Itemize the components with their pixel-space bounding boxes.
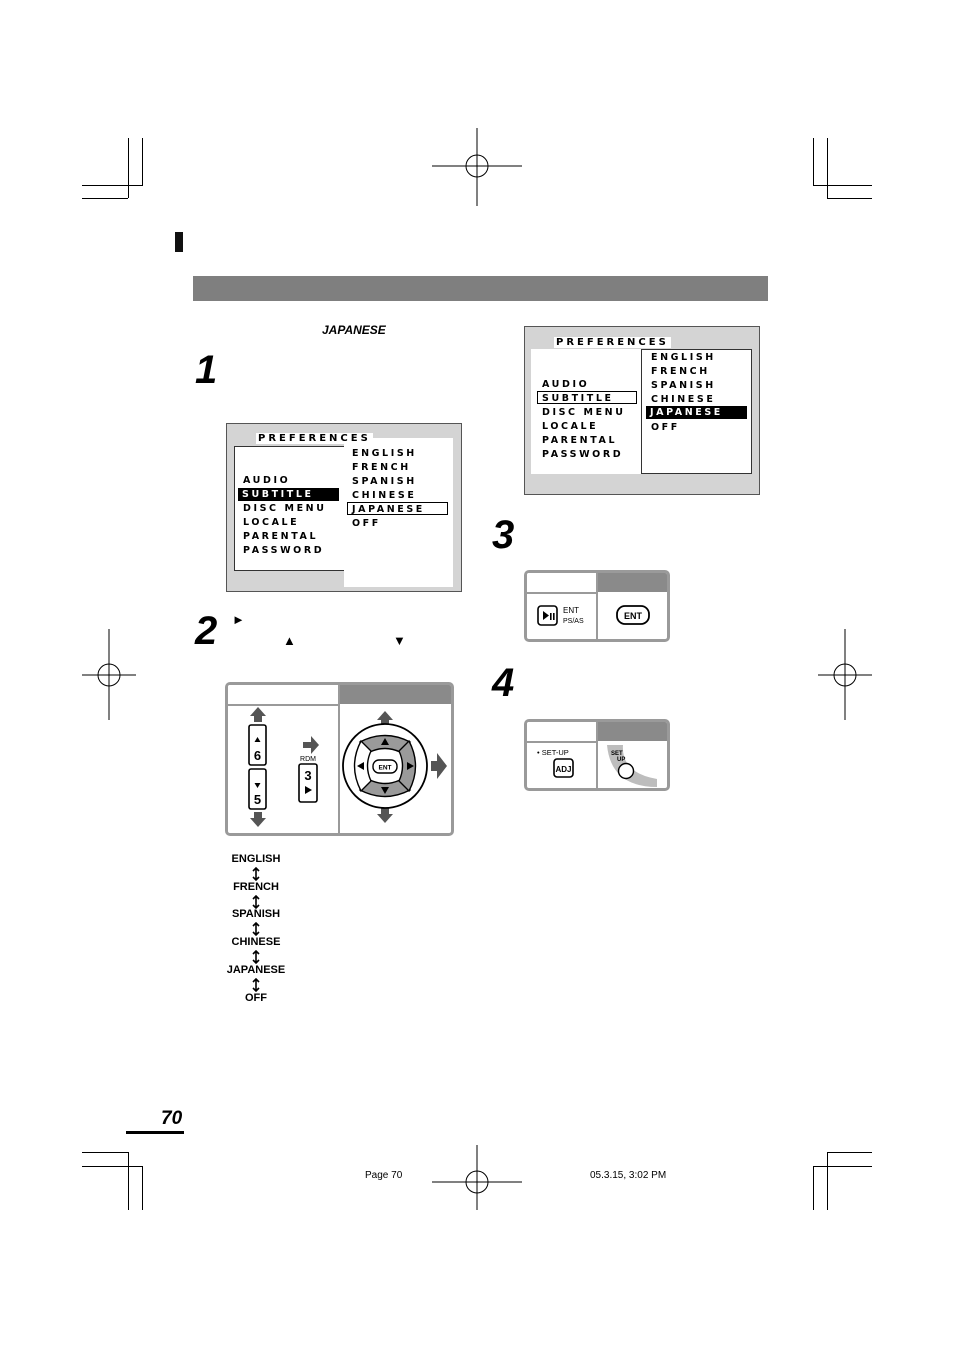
up-arrow-symbol: ▲ bbox=[283, 633, 296, 648]
osd-title: PREFERENCES bbox=[556, 337, 669, 348]
key-5-label: 5 bbox=[253, 792, 262, 807]
osd-category-locale[interactable]: LOCALE bbox=[243, 517, 300, 528]
osd-option-english[interactable]: ENGLISH bbox=[352, 448, 417, 459]
setup-button[interactable] bbox=[619, 764, 634, 779]
setup-button-label-bottom: UP bbox=[617, 757, 626, 763]
page-number-rule bbox=[126, 1131, 184, 1134]
osd-category-parental[interactable]: PARENTAL bbox=[243, 531, 319, 542]
remote-header-left bbox=[527, 722, 597, 743]
cycle-japanese: JAPANESE bbox=[226, 964, 286, 976]
osd-category-audio[interactable]: AUDIO bbox=[243, 475, 291, 486]
section-header-bar bbox=[193, 276, 768, 301]
osd-category-password[interactable]: PASSWORD bbox=[243, 545, 325, 556]
osd-option-japanese[interactable]: JAPANESE bbox=[347, 502, 448, 515]
cycle-french: FRENCH bbox=[233, 881, 279, 893]
cycle-chinese: CHINESE bbox=[231, 936, 281, 948]
osd-category-locale[interactable]: LOCALE bbox=[542, 421, 599, 432]
rdm-label: RDM bbox=[300, 756, 316, 763]
section-marker bbox=[175, 232, 183, 252]
setup-key-label: • SET-UP bbox=[537, 748, 569, 757]
remote-header-right bbox=[340, 685, 451, 704]
osd-screen-step2-result bbox=[524, 326, 760, 495]
osd-screen-step1 bbox=[226, 423, 462, 592]
osd-option-chinese[interactable]: CHINESE bbox=[352, 490, 417, 501]
remote-header-right bbox=[597, 573, 667, 592]
remote-header-left bbox=[527, 573, 597, 594]
step-3-number: 3 bbox=[492, 513, 515, 557]
osd-title: PREFERENCES bbox=[258, 433, 371, 444]
osd-option-off[interactable]: OFF bbox=[352, 518, 381, 529]
key-6-label: 6 bbox=[253, 748, 262, 763]
step3-keys bbox=[535, 600, 655, 634]
osd-option-french[interactable]: FRENCH bbox=[352, 462, 411, 473]
down-arrow-symbol: ▼ bbox=[393, 633, 406, 648]
footer-page-label: Page 70 bbox=[365, 1170, 403, 1181]
osd-category-subtitle[interactable]: SUBTITLE bbox=[238, 488, 339, 501]
step-1-number: 1 bbox=[195, 348, 218, 392]
osd-option-english[interactable]: ENGLISH bbox=[651, 352, 716, 363]
remote-header-left bbox=[228, 685, 338, 706]
osd-category-disc-menu[interactable]: DISC MENU bbox=[542, 407, 626, 418]
cycle-english: ENGLISH bbox=[231, 853, 281, 865]
step-4-number: 4 bbox=[492, 661, 515, 705]
remote-keys-step2 bbox=[240, 705, 450, 829]
osd-category-parental[interactable]: PARENTAL bbox=[542, 435, 618, 446]
footer-timestamp: 05.3.15, 3:02 PM bbox=[590, 1170, 667, 1181]
cycle-arrow-icon bbox=[247, 895, 265, 909]
dpad-ent-label: ENT bbox=[378, 764, 392, 772]
ent-key-label: ENT bbox=[563, 606, 579, 615]
step-2-number: 2 bbox=[195, 609, 218, 653]
key-3-label: 3 bbox=[304, 768, 312, 783]
osd-option-japanese[interactable]: JAPANESE bbox=[646, 406, 747, 419]
osd-category-audio[interactable]: AUDIO bbox=[542, 379, 590, 390]
adj-key-label: ADJ bbox=[555, 765, 572, 774]
osd-option-off[interactable]: OFF bbox=[651, 422, 680, 433]
step4-keys bbox=[535, 743, 659, 787]
osd-option-chinese[interactable]: CHINESE bbox=[651, 394, 716, 405]
osd-option-french[interactable]: FRENCH bbox=[651, 366, 710, 377]
right-arrow-symbol: ► bbox=[232, 612, 245, 627]
page-number: 70 bbox=[161, 1108, 183, 1129]
osd-category-disc-menu[interactable]: DISC MENU bbox=[243, 503, 327, 514]
osd-category-subtitle[interactable]: SUBTITLE bbox=[537, 391, 637, 404]
osd-option-spanish[interactable]: SPANISH bbox=[651, 380, 716, 391]
remote-header-right bbox=[597, 722, 667, 741]
osd-option-spanish[interactable]: SPANISH bbox=[352, 476, 417, 487]
cycle-arrow-icon bbox=[247, 867, 265, 881]
cycle-spanish: SPANISH bbox=[231, 908, 281, 920]
cycle-arrow-icon bbox=[247, 978, 265, 992]
cycle-arrow-icon bbox=[247, 922, 265, 936]
setup-button-label-top: SET bbox=[611, 751, 623, 757]
intro-note: JAPANESE bbox=[322, 323, 386, 337]
cycle-off: OFF bbox=[245, 992, 267, 1004]
cycle-arrow-icon bbox=[247, 950, 265, 964]
psas-key-label: PS/AS bbox=[563, 618, 584, 625]
osd-category-password[interactable]: PASSWORD bbox=[542, 449, 624, 460]
ent-button-label: ENT bbox=[624, 611, 642, 621]
